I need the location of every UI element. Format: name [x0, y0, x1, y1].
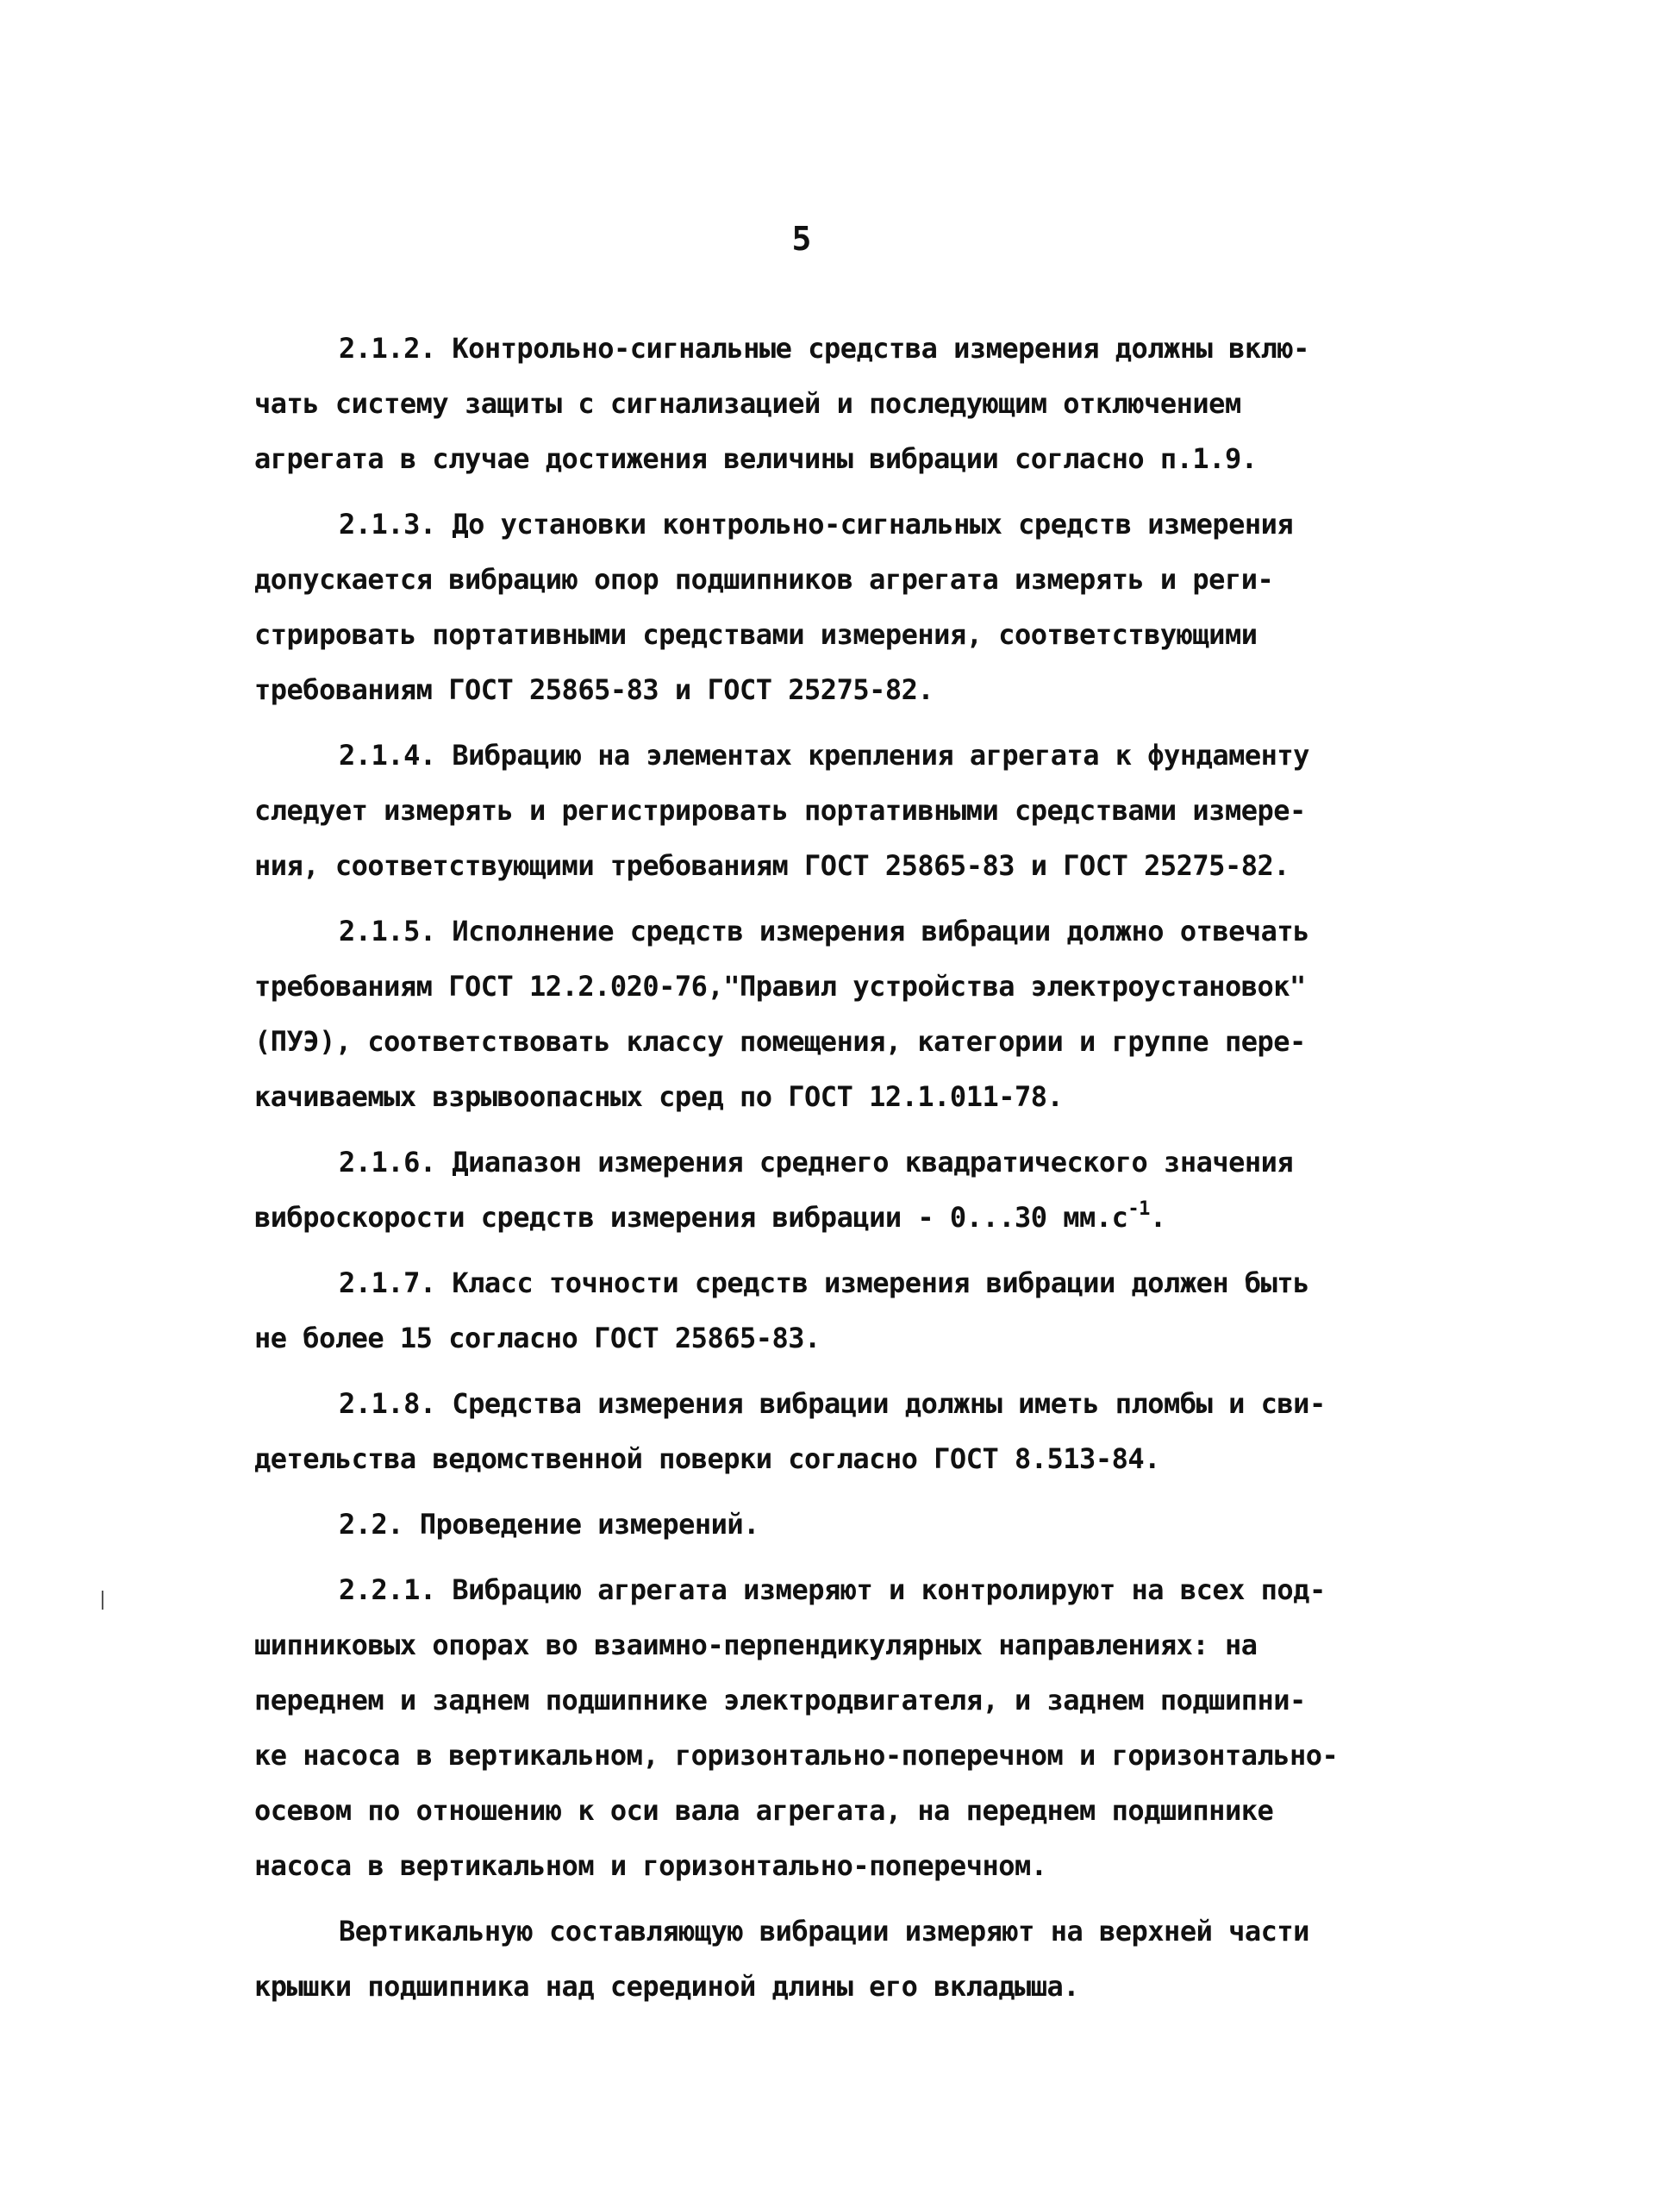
text-line [254, 552, 1366, 607]
text-line [254, 728, 1366, 783]
text-line [254, 1904, 1366, 1959]
text-line [254, 1069, 1366, 1124]
document-body [254, 321, 1366, 2014]
text-line [254, 1562, 1366, 1617]
text-line-content: чать систему защиты с сигнализацией и последующим отключением [254, 387, 1241, 420]
text-line [254, 1617, 1366, 1673]
text-line [254, 1310, 1366, 1366]
text-line [254, 1783, 1366, 1838]
text-line [254, 838, 1366, 893]
text-line-content: допускается вибрацию опор подшипников агрегата измерять и реги- [254, 563, 1274, 596]
margin-mark [102, 1591, 103, 1610]
text-line-content: следует измерять и регистрировать портативными средствами измере- [254, 794, 1306, 827]
text-line-content: 2.1.4. Вибрацию на элементах крепления агрегата к фундаменту [339, 739, 1309, 772]
text-line-content: стрировать портативными средствами измерения, соответствующими [254, 618, 1258, 651]
text-line [254, 1959, 1366, 2014]
text-line-content: ке насоса в вертикальном, горизонтально-поперечном и горизонтально- [254, 1739, 1339, 1772]
text-line-content: (ПУЭ), соответствовать классу помещения, категории и группе пере- [254, 1025, 1306, 1058]
text-line [254, 1431, 1366, 1486]
text-line-content: 2.1.7. Класс точности средств измерения вибрации должен быть [339, 1266, 1309, 1299]
text-line-content: ния, соответствующими требованиям ГОСТ 25865-83 и ГОСТ 25275-82. [254, 849, 1290, 882]
text-line-content: требованиям ГОСТ 25865-83 и ГОСТ 25275-82. [254, 673, 934, 706]
text-line-content: осевом по отношению к оси вала агрегата, на переднем подшипнике [254, 1794, 1274, 1827]
text-line-content: 2.2.1. Вибрацию агрегата измеряют и контролируют на всех под- [339, 1573, 1326, 1606]
text-line [254, 1255, 1366, 1310]
text-line-content: детельства ведомственной поверки согласно ГОСТ 8.513-84. [254, 1442, 1160, 1475]
text-line [254, 1497, 1366, 1552]
text-line [254, 1728, 1366, 1783]
text-line-content: 2.1.8. Средства измерения вибрации должны иметь пломбы и сви- [339, 1387, 1326, 1420]
text-line-content: 2.1.2. Контрольно-сигнальные средства измерения должны вклю- [339, 332, 1309, 365]
text-line [254, 904, 1366, 959]
text-line-content: шипниковых опорах во взаимно-перпендикулярных направлениях: на [254, 1629, 1258, 1661]
page-number: 5 [791, 220, 812, 258]
text-line-content: агрегата в случае достижения величины вибрации согласно п.1.9. [254, 442, 1258, 475]
text-line-content: требованиям ГОСТ 12.2.020-76,"Правил устройства электроустановок" [254, 970, 1306, 1003]
text-line [254, 959, 1366, 1014]
text-line [254, 1838, 1366, 1893]
text-line-content: 2.1.3. До установки контрольно-сигнальных средств измерения [339, 508, 1294, 541]
superscript: -1 [1127, 1198, 1150, 1220]
text-line-content: крышки подшипника над серединой длины его вкладыша. [254, 1970, 1080, 2003]
text-line [254, 431, 1366, 486]
text-line [254, 662, 1366, 717]
text-line [254, 321, 1366, 376]
text-line-content: Вертикальную составляющую вибрации измеряют на верхней части [339, 1915, 1309, 1948]
text-line [254, 1135, 1366, 1190]
text-line-content: 2.1.5. Исполнение средств измерения вибрации должно отвечать [339, 915, 1309, 947]
text-line-content: переднем и заднем подшипнике электродвигателя, и заднем подшипни- [254, 1684, 1306, 1716]
text-line [254, 1376, 1366, 1431]
text-line [254, 1014, 1366, 1069]
text-line [254, 607, 1366, 662]
text-line-content: виброскорости средств измерения вибрации - 0...30 мм.с [254, 1201, 1128, 1234]
text-line-content: не более 15 согласно ГОСТ 25865-83. [254, 1322, 821, 1354]
text-line-content: насоса в вертикальном и горизонтально-поперечном. [254, 1849, 1047, 1882]
text-line [254, 1190, 1366, 1245]
text-line-content: 2.1.6. Диапазон измерения среднего квадратического значения [339, 1146, 1294, 1179]
text-line [254, 497, 1366, 552]
text-line [254, 783, 1366, 838]
text-line [254, 376, 1366, 431]
text-line-content: 2.2. Проведение измерений. [339, 1508, 759, 1541]
text-line-content: качиваемых взрывоопасных сред по ГОСТ 12.1.011-78. [254, 1080, 1064, 1113]
text-line [254, 1673, 1366, 1728]
text-line-tail: . [1149, 1201, 1166, 1234]
